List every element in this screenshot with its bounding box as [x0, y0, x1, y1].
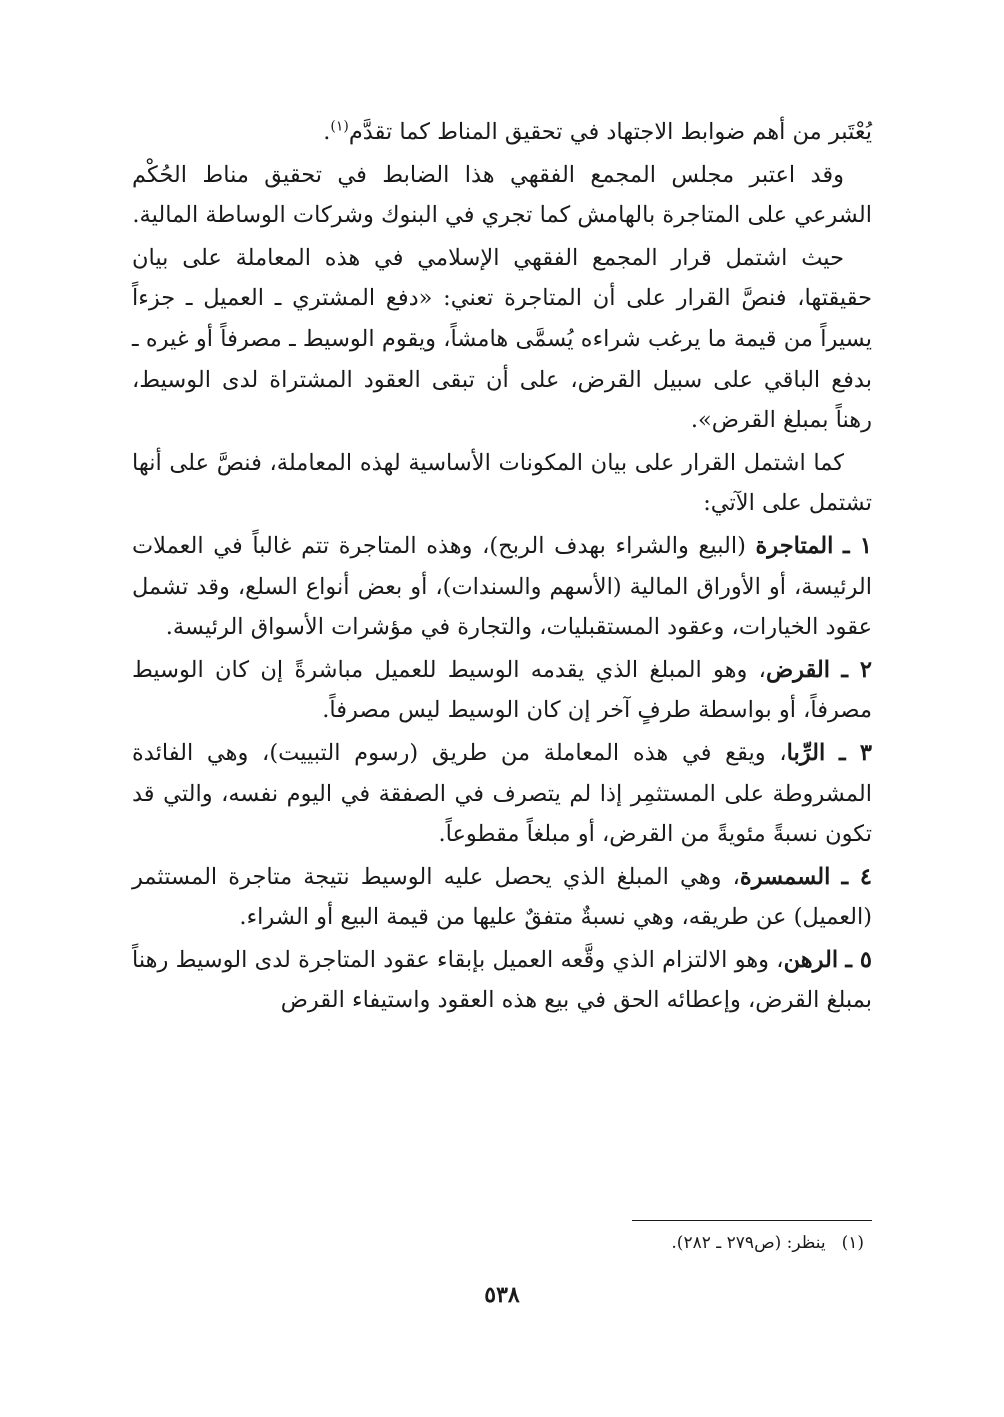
- page-number: ٥٣٨: [484, 1282, 520, 1308]
- item-1-text: (البيع والشراء بهدف الربح)، وهذه المتاجرة تتم غالباً في العملات الرئيسة، أو الأوراق المالية (الأسهم والسندات)، أو بعض أنواع السلع، وقد تشمل عقود الخيارات، وعقود المستقبليات، والتجارة في مؤشرات الأسواق الرئيسة.: [132, 532, 872, 641]
- list-item-4: [132, 857, 872, 938]
- footnote: [132, 1230, 864, 1256]
- item-1-number: ١ ـ: [843, 532, 872, 559]
- item-4-text: ، وهي المبلغ الذي يحصل عليه الوسيط نتيجة متاجرة المستثمر (العميل) عن طريقه، وهي نسبةٌ متفقٌ عليها من قيمة البيع أو الشراء.: [132, 863, 872, 931]
- item-1-term: المتاجرة: [755, 532, 834, 559]
- item-3-number: ٣ ـ: [838, 739, 872, 766]
- footnote-divider: [632, 1220, 872, 1221]
- item-4-term: السمسرة: [739, 863, 831, 890]
- item-5-number: ٥ ـ: [845, 946, 872, 973]
- footnote-reference[interactable]: (١): [330, 118, 349, 135]
- paragraph-0-tail: .: [323, 119, 331, 145]
- paragraph-0: [132, 112, 872, 153]
- item-2-text: ، وهو المبلغ الذي يقدمه الوسيط للعميل مباشرةً إن كان الوسيط مصرفاً، أو بواسطة طرفٍ آخر إن كان الوسيط ليس مصرفاً.: [132, 656, 872, 724]
- page-body: [132, 112, 872, 1021]
- list-item-5: [132, 940, 872, 1021]
- paragraph-3: كما اشتمل القرار على بيان المكونات الأساسية لهذه المعاملة، فنصَّ على أنها تشتمل على الآتي:: [132, 449, 872, 517]
- list-item-3: [132, 733, 872, 855]
- footnote-number: (١): [841, 1233, 864, 1253]
- item-2-term: القرض: [765, 656, 831, 683]
- paragraph-0-text: يُعْتَبر من أهم ضوابط الاجتهاد في تحقيق المناط كما تقدَّم: [348, 119, 872, 145]
- paragraph-2: حيث اشتمل قرار المجمع الفقهي الإسلامي في هذه المعاملة على بيان حقيقتها، فنصَّ القرار على أن المتاجرة تعني: «دفع المشتري ـ العميل ـ جزءاً يسيراً من قيمة ما يرغب شراءه يُسمَّى هامشاً، ويقوم الوسيط ـ مصرفاً أو غيره ـ بدفع الباقي على سبيل القرض، على أن تبقى العقود المشتراة لدى الوسيط، رهناً بمبلغ القرض».: [132, 244, 872, 434]
- item-2-number: ٢ ـ: [841, 656, 872, 683]
- list-item-1: [132, 526, 872, 648]
- item-5-term: الرهن: [783, 946, 839, 973]
- paragraph-1: وقد اعتبر مجلس المجمع الفقهي هذا الضابط في تحقيق مناط الحُكْم الشرعي على المتاجرة بالهامش كما تجري في البنوك وشركات الوساطة المالية.: [132, 161, 872, 229]
- footnote-text: ينظر: (ص٢٧٩ ـ ٢٨٢).: [671, 1233, 826, 1253]
- list-item-2: [132, 650, 872, 731]
- item-3-text: ، ويقع في هذه المعاملة من طريق (رسوم التبييت)، وهي الفائدة المشروطة على المستثمِر إذا لم يتصرف في الصفقة في اليوم نفسه، والتي قد تكون نسبةً مئويةً من القرض، أو مبلغاً مقطوعاً.: [132, 739, 872, 848]
- item-4-number: ٤ ـ: [841, 863, 872, 890]
- item-3-term: الرِّبا: [786, 739, 826, 766]
- item-5-text: ، وهو الالتزام الذي وقَّعه العميل بإبقاء عقود المتاجرة لدى الوسيط رهناً بمبلغ القرض، وإعطائه الحق في بيع هذه العقود واستيفاء القرض: [132, 946, 872, 1014]
